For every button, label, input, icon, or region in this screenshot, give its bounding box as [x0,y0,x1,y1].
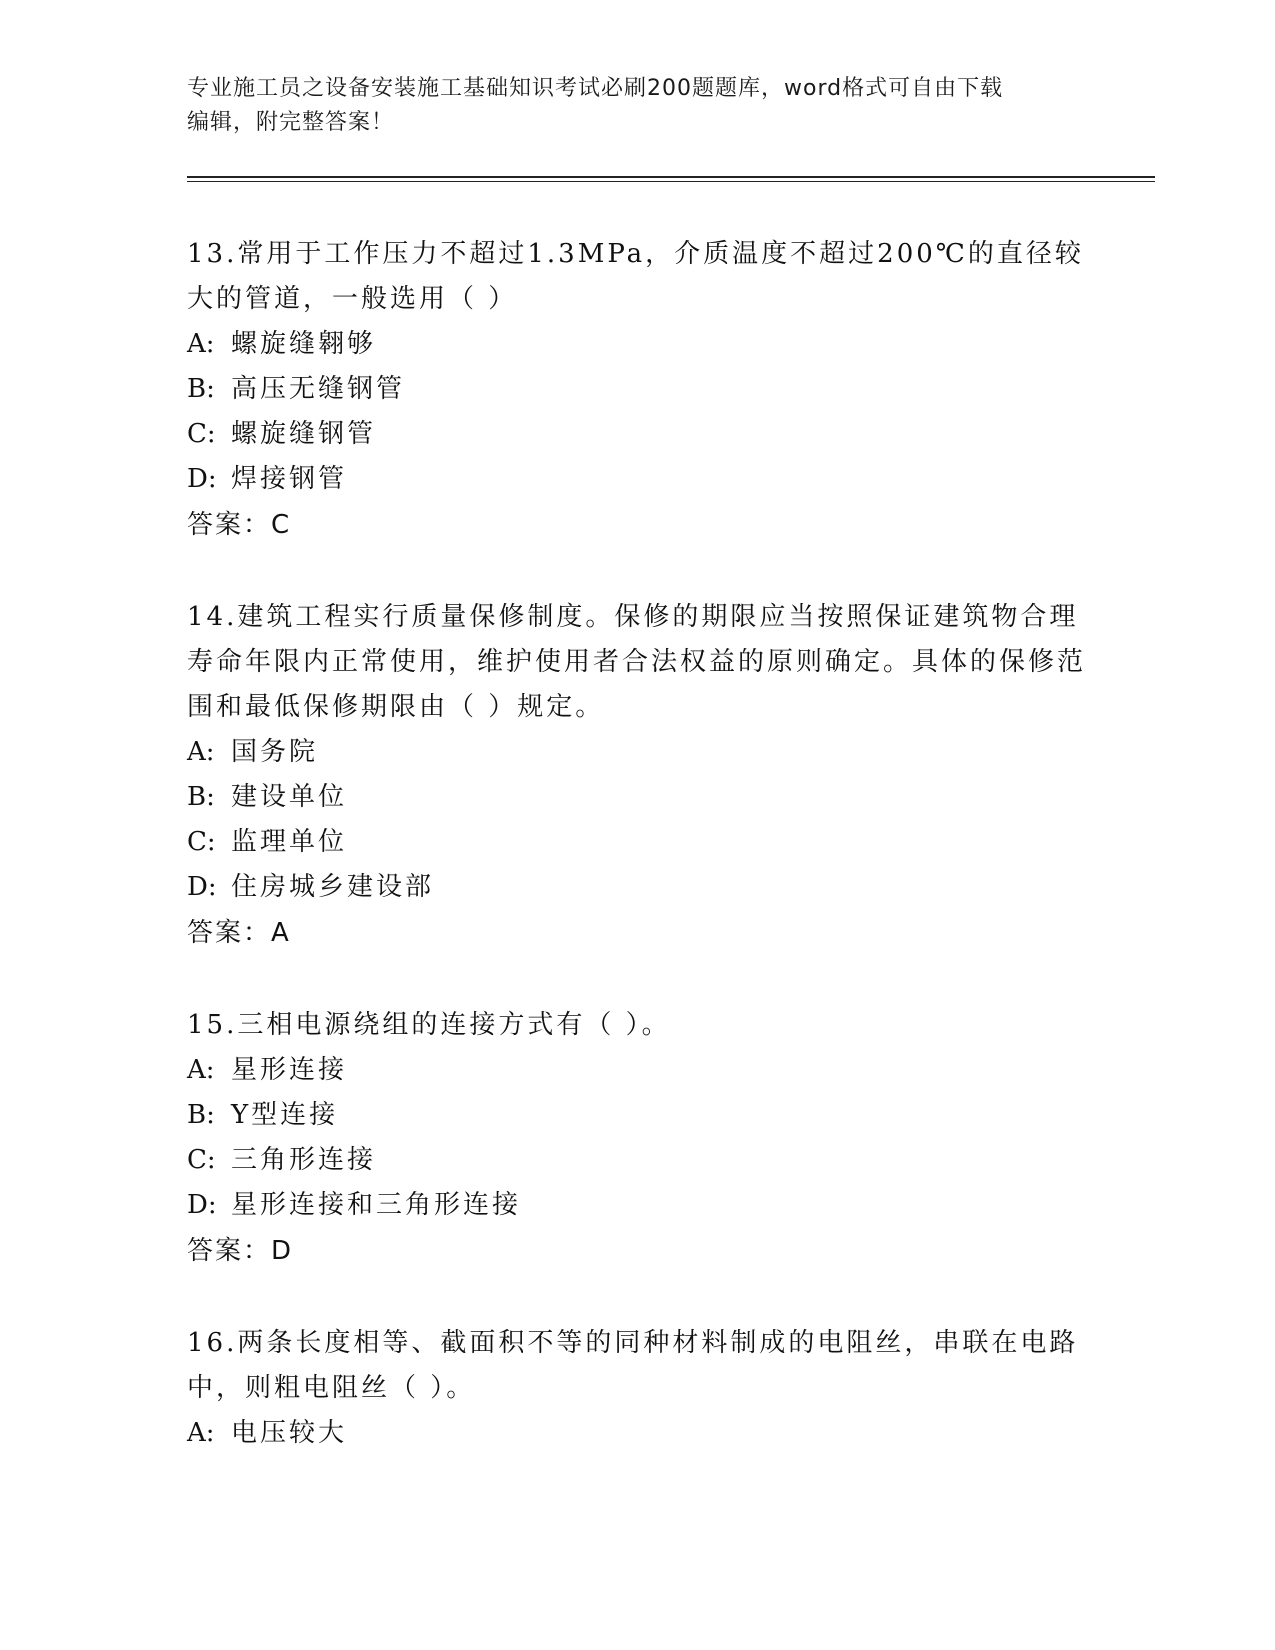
option-key: A: [187,329,215,359]
answer-line [187,1228,1087,1274]
option-d [187,1183,1087,1228]
option-key: A: [187,737,215,767]
option-c [187,1138,1087,1183]
option-key: B: [187,782,215,812]
question-13 [187,232,1087,548]
document-header [187,72,1067,140]
option-key: D: [187,872,217,902]
answer-label: 答案： [187,510,272,540]
option-text: 星形连接 [231,1055,348,1085]
option-key: A: [187,1418,215,1448]
answer-value: D [271,1236,294,1266]
option-text: 星形连接和三角形连接 [231,1190,522,1220]
answer-line [187,502,1087,548]
option-a [187,1048,1087,1093]
option-text: 住房城乡建设部 [231,872,435,902]
question-list [187,232,1087,1503]
option-b [187,367,1087,412]
question-body: 两条长度相等、截面积不等的同种材料制成的电阻丝，串联在电路中，则粗电阻丝（ ）。 [187,1328,1079,1403]
question-body: 建筑工程实行质量保修制度。保修的期限应当按照保证建筑物合理寿命年限内正常使用，维护使用者合法权益的原则确定。具体的保修范围和最低保修期限由（ ）规定。 [187,602,1087,722]
option-c [187,412,1087,457]
option-text: 国务院 [231,737,319,767]
header-rule-thin [187,181,1155,182]
option-a [187,730,1087,775]
option-key: C: [187,827,216,857]
answer-value: A [271,918,291,948]
option-text: 螺旋缝钢管 [231,419,377,449]
header-line-1: 专业施工员之设备安装施工基础知识考试必刷200题题库，word格式可自由下载 [187,76,1004,101]
question-text [187,232,1087,322]
option-key: D: [187,464,217,494]
question-text [187,595,1087,730]
question-number: 14. [187,602,238,632]
option-text: 焊接钢管 [231,464,348,494]
option-key: B: [187,374,215,404]
option-text: 高压无缝钢管 [231,374,406,404]
option-a [187,322,1087,367]
question-16 [187,1321,1087,1456]
question-14 [187,595,1087,956]
question-body: 常用于工作压力不超过1.3MPa，介质温度不超过200℃的直径较大的管道，一般选用（ ） [187,239,1084,314]
option-b [187,1093,1087,1138]
option-text: 监理单位 [231,827,348,857]
option-text: 电压较大 [231,1418,348,1448]
question-body: 三相电源绕组的连接方式有（ ）。 [237,1010,671,1040]
option-key: D: [187,1190,217,1220]
question-number: 16. [187,1328,238,1358]
question-text [187,1321,1087,1411]
option-text: 三角形连接 [231,1145,377,1175]
option-d [187,865,1087,910]
header-rule-thick [187,176,1155,178]
answer-label: 答案： [187,1236,272,1266]
answer-value: C [271,510,292,540]
answer-line [187,910,1087,956]
option-c [187,820,1087,865]
question-number: 15. [187,1010,238,1040]
option-key: C: [187,419,216,449]
option-text: 螺旋缝翱够 [231,329,377,359]
header-line-2: 编辑，附完整答案！ [187,110,395,135]
question-text [187,1003,1087,1048]
option-text: Y型连接 [231,1100,339,1130]
option-d [187,457,1087,502]
answer-label: 答案： [187,918,272,948]
option-text: 建设单位 [231,782,348,812]
option-key: A: [187,1055,215,1085]
option-a [187,1411,1087,1456]
question-number: 13. [187,239,238,269]
option-b [187,775,1087,820]
option-key: B: [187,1100,215,1130]
option-key: C: [187,1145,216,1175]
question-15 [187,1003,1087,1274]
